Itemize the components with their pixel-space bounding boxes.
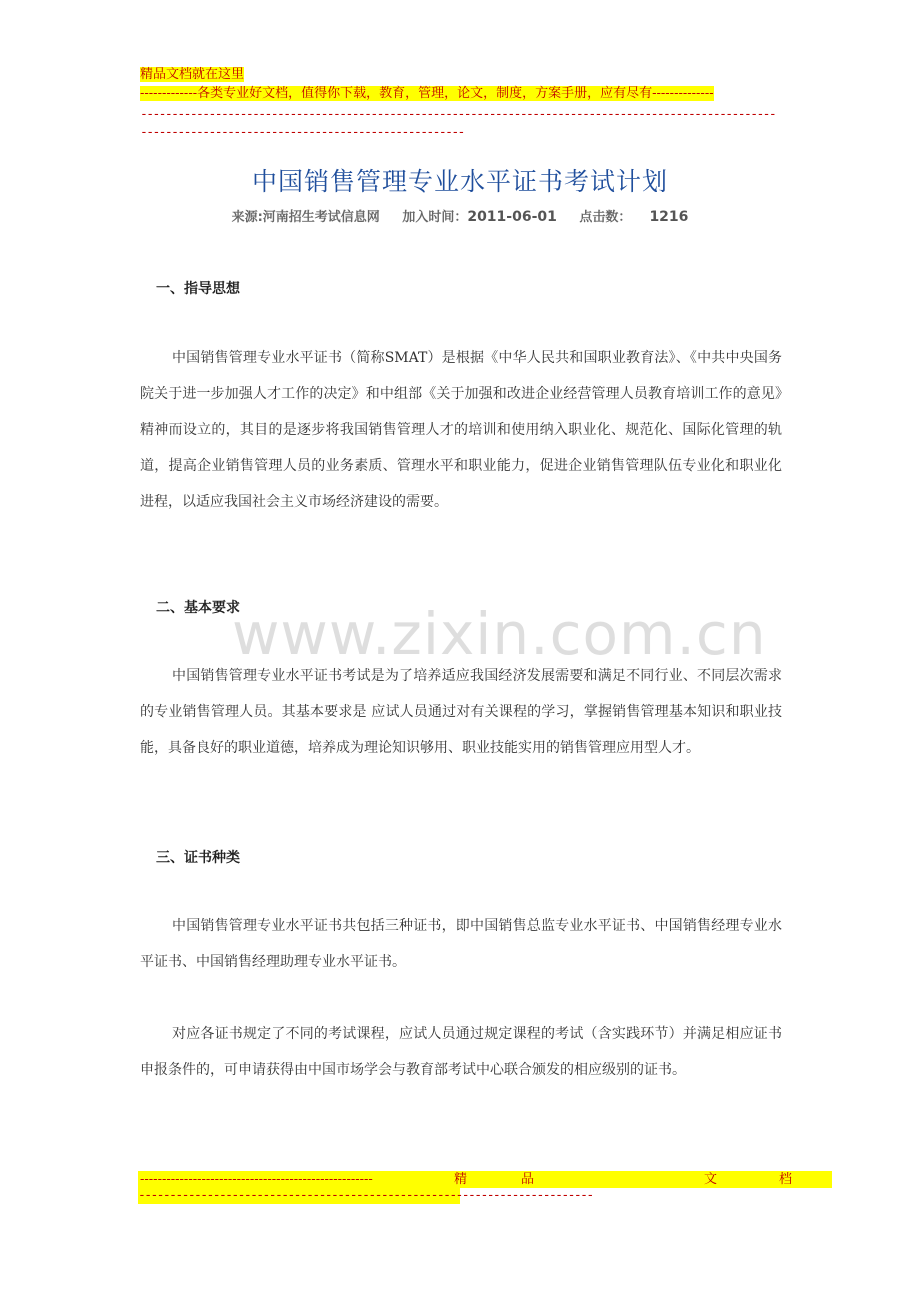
section-heading-basic-requirements: 二、基本要求 bbox=[156, 600, 240, 616]
footer-char-1: 精 bbox=[454, 1172, 468, 1187]
meta-date: 2011-06-01 bbox=[467, 209, 557, 225]
paragraph-basic-requirements: 中国销售管理专业水平证书考试是为了培养适应我国经济发展需要和满足不同行业、不同层次需求的专业销售管理人员。其基本要求是 应试人员通过对有关课程的学习，掌握销售管理基本知识和职业技能，具备良好的职业道德，培养成为理论知识够用、职业技能实用的销售管理应用型人才。 bbox=[140, 668, 782, 756]
meta-clicks-label: 点击数： bbox=[579, 210, 632, 225]
footer-dashes: ----------------------------------------------------- bbox=[140, 1172, 373, 1187]
header-dash-divider: ---------------------------------------------------------------------------------------------------------------------------------------------------------- bbox=[140, 107, 776, 140]
meta-date-label: 加入时间： bbox=[402, 210, 468, 225]
paragraph-guiding-principle: 中国销售管理专业水平证书（简称SMAT）是根据《中华人民共和国职业教育法》、《中共中央国务院关于进一步加强人才工作的决定》和中组部《关于加强和改进企业经营管理人员教育培训工作的意见》精神而设立的，其目的是逐步将我国销售管理人才的培训和使用纳入职业化、规范化、国际化管理的轨道，提高企业销售管理人员的业务素质、管理水平和职业能力，促进企业销售管理队伍专业化和职业化进程，以适应我国社会主义市场经济建设的需要。 bbox=[140, 350, 782, 510]
section-heading-certificate-types: 三、证书种类 bbox=[156, 850, 240, 866]
watermark-text: www.zixin.com.cn bbox=[232, 600, 767, 668]
article-meta bbox=[0, 206, 920, 225]
meta-clicks: 1216 bbox=[649, 209, 689, 225]
header-banner-title: 精品文档就在这里 bbox=[140, 67, 245, 82]
header-banner-tagline: -------------各类专业好文档，值得你下载，教育，管理，论文，制度，方案手册，应有尽有-------------- bbox=[140, 86, 714, 101]
paragraph-certificate-types: 中国销售管理专业水平证书共包括三种证书，即中国销售总监专业水平证书、中国销售经理专业水平证书、中国销售经理助理专业水平证书。 bbox=[140, 918, 782, 970]
footer-banner bbox=[138, 1171, 832, 1188]
footer-dash-line: ------------------------------------------------------------------------- bbox=[138, 1188, 593, 1203]
footer-char-4: 档 bbox=[779, 1172, 793, 1187]
paragraph-certificate-rules: 对应各证书规定了不同的考试课程，应试人员通过规定课程的考试（含实践环节）并满足相应证书申报条件的，可申请获得由中国市场学会与教育部考试中心联合颁发的相应级别的证书。 bbox=[140, 1026, 782, 1078]
footer-char-2: 品 bbox=[521, 1172, 535, 1187]
section-heading-guiding-principle: 一、指导思想 bbox=[156, 281, 240, 297]
article-title: 中国销售管理专业水平证书考试计划 bbox=[251, 167, 668, 196]
footer-char-3: 文 bbox=[704, 1172, 718, 1187]
meta-source: 来源:河南招生考试信息网 bbox=[231, 210, 380, 225]
